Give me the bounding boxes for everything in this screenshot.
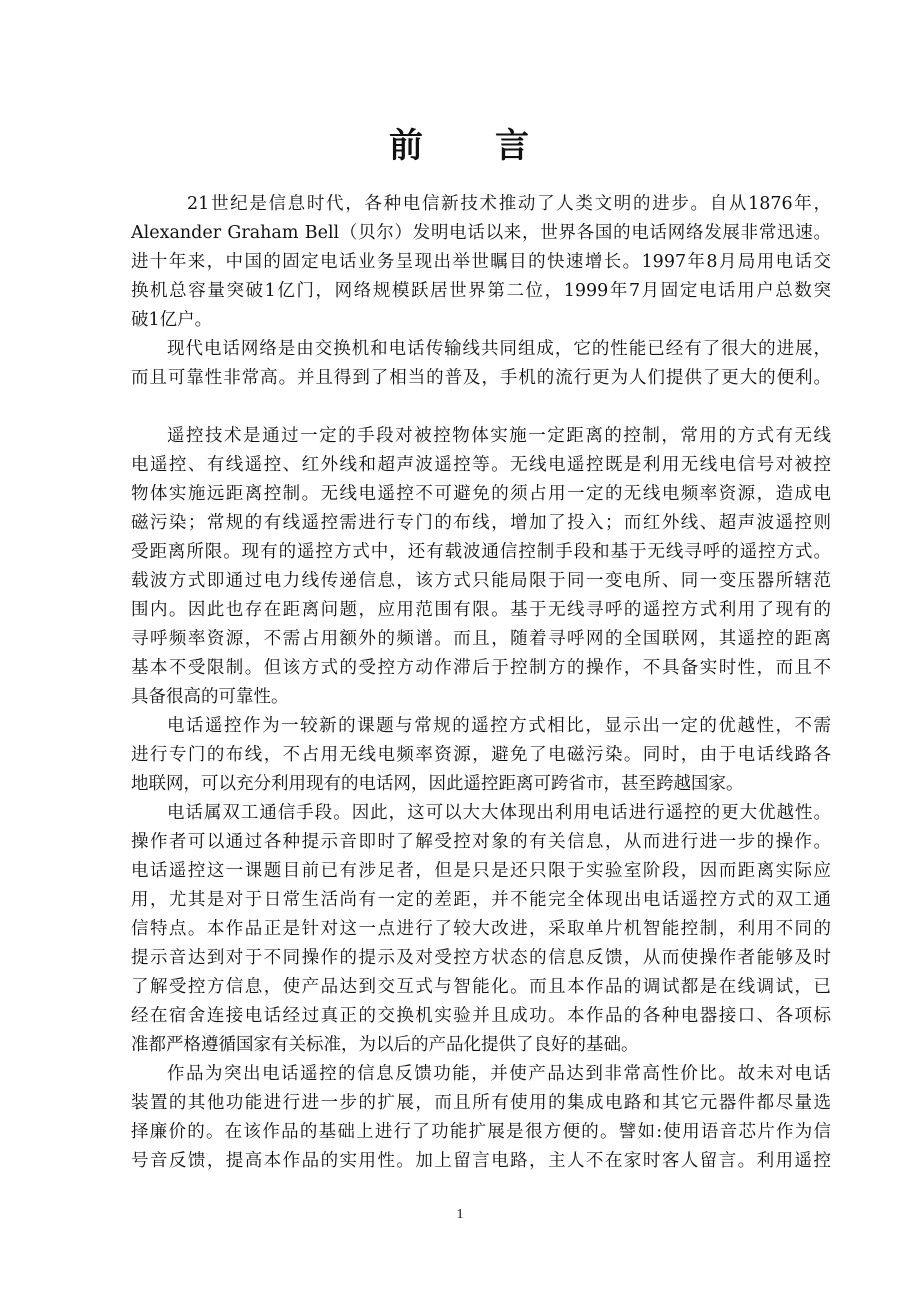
- text-line: 遥控技术是通过一定的手段对被控物体实施一定距离的控制，常用的方式有无线: [167, 426, 831, 446]
- text-line: 用，尤其是对于日常生活尚有一定的差距，并不能完全体现出电话遥控方式的双工通: [131, 890, 831, 910]
- title-char-1: 前: [389, 126, 425, 166]
- text-line: 具备很高的可靠性。: [131, 687, 289, 707]
- text-line: 21世纪是信息时代，各种电信新技术推动了人类文明的进步。自从1876年，: [187, 194, 831, 214]
- text-line: 择廉价的。在该作品的基础上进行了功能扩展是很方便的。譬如:使用语音芯片作为信: [131, 1122, 831, 1142]
- text-line: 磁污染；常规的有线遥控需进行专门的布线，增加了投入；而红外线、超声波遥控则: [131, 513, 831, 533]
- text-line: 提示音达到对于不同操作的提示及对受控方状态的信息反馈，从而使操作者能够及时: [131, 948, 831, 968]
- text-line: 受距离所限。现有的遥控方式中，还有载波通信控制手段和基于无线寻呼的遥控方式。: [131, 542, 831, 562]
- text-line: 进十年来，中国的固定电话业务呈现出举世瞩目的快速增长。1997年8月局用电话交: [131, 252, 831, 272]
- text-line: 信特点。本作品正是针对这一点进行了较大改进，采取单片机智能控制，利用不同的: [131, 919, 831, 939]
- text-line: 操作者可以通过各种提示音即时了解受控对象的有关信息，从而进行进一步的操作。: [131, 832, 831, 852]
- text-line: 电话遥控作为一较新的课题与常规的遥控方式相比，显示出一定的优越性，不需: [167, 716, 831, 736]
- page-number: 1: [456, 1207, 464, 1222]
- text-line: 现代电话网络是由交换机和电话传输线共同组成，它的性能已经有了很大的进展，: [167, 339, 831, 359]
- text-line: 破1亿户。: [131, 310, 213, 330]
- text-line: 了解受控方信息，使产品达到交互式与智能化。而且本作品的调试都是在线调试，已: [131, 977, 831, 997]
- text-line: 电话属双工通信手段。因此，这可以大大体现出利用电话进行遥控的更大优越性。: [167, 803, 831, 823]
- page-title: [0, 118, 920, 167]
- text-line: Alexander Graham Bell（贝尔）发明电话以来，世界各国的电话网络发展非常迅速。: [131, 223, 831, 243]
- text-line: 物体实施远距离控制。无线电遥控不可避免的须占用一定的无线电频率资源，造成电: [131, 484, 831, 504]
- text-line: 换机总容量突破1亿门，网络规模跃居世界第二位，1999年7月固定电话用户总数突: [131, 281, 831, 301]
- text-line: 装置的其他功能进行进一步的扩展，而且所有使用的集成电路和其它元器件都尽量选: [131, 1093, 831, 1113]
- body-text: [131, 190, 831, 1176]
- text-line: 号音反馈，提高本作品的实用性。加上留言电路，主人不在家时客人留言。利用遥控: [131, 1151, 831, 1171]
- text-line: 作品为突出电话遥控的信息反馈功能，并使产品达到非常高性价比。故未对电话: [167, 1064, 831, 1084]
- text-line: 基本不受限制。但该方式的受控方动作滞后于控制方的操作，不具备实时性，而且不: [131, 658, 831, 678]
- text-line: 寻呼频率资源，不需占用额外的频谱。而且，随着寻呼网的全国联网，其遥控的距离: [131, 629, 831, 649]
- text-line: 而且可靠性非常高。并且得到了相当的普及，手机的流行更为人们提供了更大的便利。: [131, 368, 831, 388]
- blank-line: [131, 393, 831, 422]
- text-line: 地联网，可以充分利用现有的电话网，因此遥控距离可跨省市，甚至跨越国家。: [131, 774, 744, 794]
- text-line: 经在宿舍连接电话经过真正的交换机实验并且成功。本作品的各种电器接口、各项标: [131, 1006, 831, 1026]
- text-line: 电遥控、有线遥控、红外线和超声波遥控等。无线电遥控既是利用无线电信号对被控: [131, 455, 831, 475]
- text-line: 电话遥控这一课题目前已有涉足者，但是只是还只限于实验室阶段，因而距离实际应: [131, 861, 831, 881]
- text-line: 准都严格遵循国家有关标准，为以后的产品化提供了良好的基础。: [131, 1035, 639, 1055]
- text-line: 围内。因此也存在距离问题，应用范围有限。基于无线寻呼的遥控方式利用了现有的: [131, 600, 831, 620]
- title-char-2: 言: [495, 126, 531, 166]
- text-line: 进行专门的布线，不占用无线电频率资源，避免了电磁污染。同时，由于电话线路各: [131, 745, 831, 765]
- text-line: 载波方式即通过电力线传递信息，该方式只能局限于同一变电所、同一变压器所辖范: [131, 571, 831, 591]
